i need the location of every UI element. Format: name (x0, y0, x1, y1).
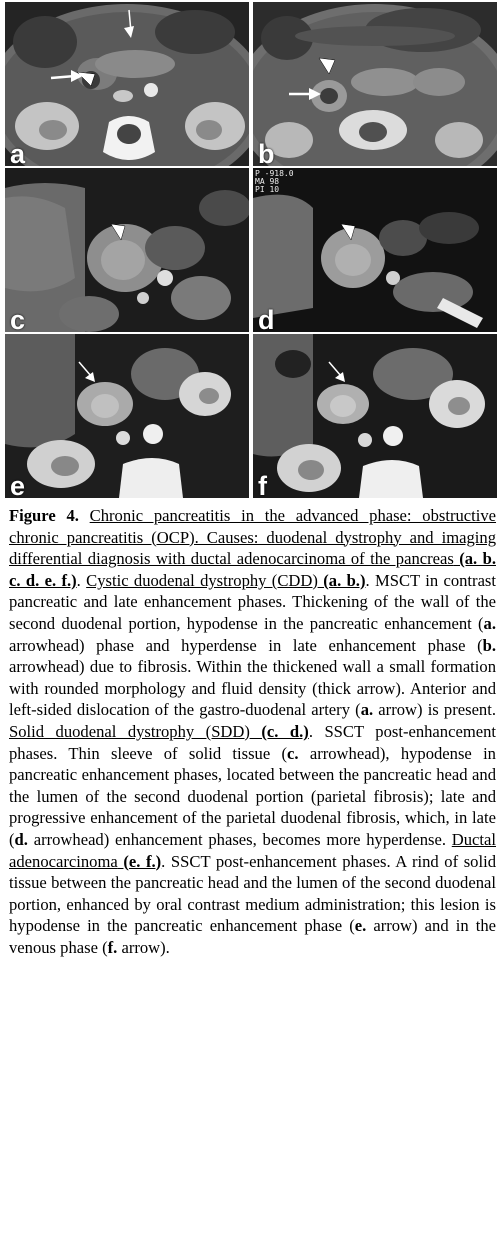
sdd-text-3: arrowhead) enhancement phases, becomes more hyperdense. (27, 829, 452, 849)
caption-title-refs: (a. b. c. d. e. f.) (9, 549, 496, 590)
scanner-param-2: MA 98 (255, 177, 280, 186)
panel-label-b: b (258, 139, 275, 166)
ct-panel-f (253, 334, 497, 498)
scanner-parameters (255, 170, 294, 194)
figure-image-grid (5, 2, 497, 498)
ct-panel-c (5, 168, 249, 332)
ct-panel-e (5, 334, 249, 498)
da-refs: (e. f.) (117, 851, 162, 871)
cdd-text: . MSCT in contrast pancreatic and late enhancement phases. Thickening of the wall of the second duodenal portion, hypodense in the pancreatic enhancement ( (9, 570, 497, 633)
cdd-text-4: arrow) is present. (373, 700, 496, 720)
panel-label-d: d (258, 305, 275, 332)
ct-scan-b-image (253, 2, 497, 166)
cdd-text-2: arrowhead) phase and hyperdense in late enhancement phase ( (9, 635, 483, 655)
da-ref-1: e. (354, 916, 367, 936)
scanner-param-1: P -918.0 (255, 169, 294, 178)
figure-label: Figure 4. (9, 506, 79, 525)
figure-caption (9, 505, 496, 958)
ct-panel-a (5, 2, 249, 166)
da-heading: Ductal adenocarcinoma (9, 829, 496, 871)
panel-label-c: c (10, 305, 26, 332)
sdd-ref-2: d. (14, 829, 28, 849)
da-text-3: arrow). (117, 937, 170, 957)
sdd-refs: (c. d.) (249, 721, 309, 741)
da-ref-2: f. (107, 937, 118, 957)
sdd-text: . SSCT post-enhancement phases. Thin sleeve of solid tissue ( (9, 721, 497, 763)
cdd-ref-2: b. (482, 635, 496, 655)
sdd-heading: Solid duodenal dystrophy (SDD) (9, 721, 250, 741)
cdd-refs: (a. b.) (317, 570, 366, 590)
panel-label-a: a (10, 139, 26, 166)
panel-label-e: e (10, 471, 26, 498)
caption-space (79, 506, 90, 525)
da-text-2: arrow) and in the venous phase ( (9, 916, 496, 957)
da-text: . SSCT post-enhancement phases. A rind of solid tissue between the pancreatic head and the lumen of the second duodenal portion, enhanced by oral contrast medium administration; this lesion is hypodense in the pancreatic enhancement phase ( (9, 851, 496, 936)
caption-sep: . (76, 570, 87, 590)
sdd-ref-1: c. (287, 743, 299, 763)
ct-scan-f-image (253, 334, 497, 498)
ct-scan-c-image (5, 168, 249, 332)
ct-panel-b (253, 2, 497, 166)
cdd-text-3: arrowhead) due to fibrosis. Within the thickened wall a small formation with rounded morphology and fluid density (thick arrow). Anterior and left-sided dislocation of the gastro-duodenal artery ( (9, 657, 496, 720)
ct-scan-e-image (5, 334, 249, 498)
caption-title: Chronic pancreatitis in the advanced phase: obstructive chronic pancreatitis (OCP). Causes: duodenal dystrophy and imaging differential diagnosis with ductal adenocarcinoma of the pancreas (9, 506, 497, 569)
panel-label-f: f (258, 471, 267, 498)
scanner-param-3: PI 10 (255, 185, 280, 194)
ct-scan-a-image (5, 2, 249, 166)
ct-panel-d (253, 168, 497, 332)
cdd-ref-3: a. (360, 700, 374, 720)
cdd-heading: Cystic duodenal dystrophy (CDD) (86, 570, 318, 590)
sdd-text-2: arrowhead), hypodense in pancreatic enhancement phases, located between the pancreatic head and the lumen of the second duodenal portion (parietal fibrosis); late and progressive enhancement of the parietal duodenal fibrosis, which, in late ( (9, 743, 496, 849)
cdd-ref-1: a. (483, 613, 496, 633)
